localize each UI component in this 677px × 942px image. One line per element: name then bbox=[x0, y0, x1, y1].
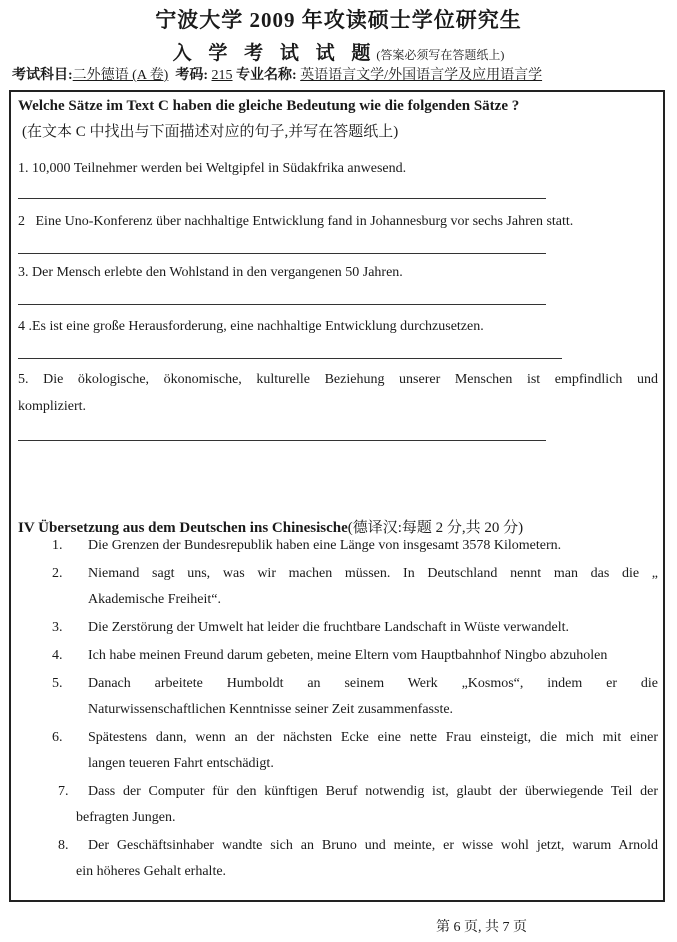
s4-item-4-line-1: Ich habe meinen Freund darum gebeten, meine Eltern vom Hauptbahnhof Ningbo abzuholen bbox=[88, 648, 608, 663]
major-label: 专业名称: bbox=[236, 68, 297, 83]
section4-heading-line bbox=[18, 516, 523, 537]
s3-item-2: 2 Eine Uno-Konferenz über nachhaltige Entwicklung fand in Johannesburg vor sechs Jahren statt. bbox=[18, 214, 574, 229]
s4-item-2-line-1: Niemand sagt uns, was wir machen müssen. In Deutschland nennt man das die „ bbox=[88, 566, 658, 581]
s3-item-3: 3. Der Mensch erlebte den Wohlstand in den vergangenen 50 Jahren. bbox=[18, 265, 403, 280]
s4-item-2-line-2: Akademische Freiheit“. bbox=[88, 592, 221, 607]
page-number: 第 6 页, 共 7 页 bbox=[436, 920, 527, 935]
answer-line-1 bbox=[18, 198, 546, 199]
answer-line-4 bbox=[18, 358, 562, 359]
s4-item-6-line-1: Spätestens dann, wenn an der nächsten Ecke eine nette Frau einsteigt, die mich mit einer bbox=[88, 730, 658, 745]
section3-heading: Welche Sätze im Text C haben die gleiche Bedeutung wie die folgenden Sätze ? bbox=[18, 98, 520, 114]
section3-instruction: (在文本 C 中找出与下面描述对应的句子,并写在答题纸上) bbox=[22, 124, 399, 140]
subject-value: 二外德语 (A 卷) bbox=[72, 68, 169, 83]
s4-item-7-line-1: Dass der Computer für den künftigen Beruf notwendig ist, glaubt der überwiegende Teil der bbox=[88, 784, 658, 799]
s4-item-8-line-2: ein höheres Gehalt erhalte. bbox=[76, 864, 227, 879]
s4-item-8-line-1: Der Geschäftsinhaber wandte sich an Bruno und meinte, er wisse wohl jetzt, warum Arnold bbox=[88, 838, 658, 853]
s4-item-1-num: 1. bbox=[52, 538, 63, 553]
exam-info-line bbox=[12, 64, 542, 84]
major-value: 英语语言文学/外国语言学及应用语言学 bbox=[300, 68, 543, 83]
answer-line-2 bbox=[18, 253, 546, 254]
exam-title: 宁波大学 2009 年攻读硕士学位研究生 bbox=[155, 8, 522, 32]
s4-item-3-num: 3. bbox=[52, 620, 63, 635]
s3-item-5-cont: kompliziert. bbox=[18, 399, 87, 414]
s4-item-3-line-1: Die Zerstörung der Umwelt hat leider die fruchtbare Landschaft in Wüste verwandelt. bbox=[88, 620, 570, 635]
subtitle-note: (答案必须写在答题纸上) bbox=[376, 48, 505, 62]
section4-heading-note: (德译汉:每题 2 分,共 20 分) bbox=[347, 520, 524, 536]
s4-item-5-num: 5. bbox=[52, 676, 63, 691]
s4-item-7-line-2: befragten Jungen. bbox=[76, 810, 176, 825]
s4-item-6-line-2: langen teueren Fahrt entschädigt. bbox=[88, 756, 274, 771]
s4-item-8-num: 8. bbox=[58, 838, 69, 853]
subtitle-text: 入 学 考 试 试 题 bbox=[172, 43, 377, 64]
subject-label: 考试科目: bbox=[12, 68, 73, 83]
s4-item-5-line-1: Danach arbeitete Humboldt an seinem Werk „Kosmos“, indem er die bbox=[88, 676, 658, 691]
question-frame bbox=[9, 90, 665, 902]
exam-subtitle bbox=[0, 38, 677, 65]
answer-line-5 bbox=[18, 440, 546, 441]
code-value: 215 bbox=[211, 68, 233, 83]
s3-item-4: 4 .Es ist eine große Herausforderung, eine nachhaltige Entwicklung durchzusetzen. bbox=[18, 319, 484, 334]
s4-item-6-num: 6. bbox=[52, 730, 63, 745]
s4-item-1-line-1: Die Grenzen der Bundesrepublik haben eine Länge von insgesamt 3578 Kilometern. bbox=[88, 538, 562, 553]
s4-item-2-num: 2. bbox=[52, 566, 63, 581]
section4-heading: IV Übersetzung aus dem Deutschen ins Chinesische bbox=[18, 520, 348, 536]
code-label: 考码: bbox=[175, 68, 209, 83]
s4-item-4-num: 4. bbox=[52, 648, 63, 663]
s3-item-5: 5. Die ökologische, ökonomische, kulturelle Beziehung unserer Menschen ist empfindlich und bbox=[18, 372, 658, 387]
s3-item-1: 1. 10,000 Teilnehmer werden bei Weltgipfel in Südakfrika anwesend. bbox=[18, 161, 407, 176]
s4-item-5-line-2: Naturwissenschaftlichen Kenntnisse seiner Zeit zusammenfasste. bbox=[88, 702, 454, 717]
s4-item-7-num: 7. bbox=[58, 784, 69, 799]
answer-line-3 bbox=[18, 304, 546, 305]
